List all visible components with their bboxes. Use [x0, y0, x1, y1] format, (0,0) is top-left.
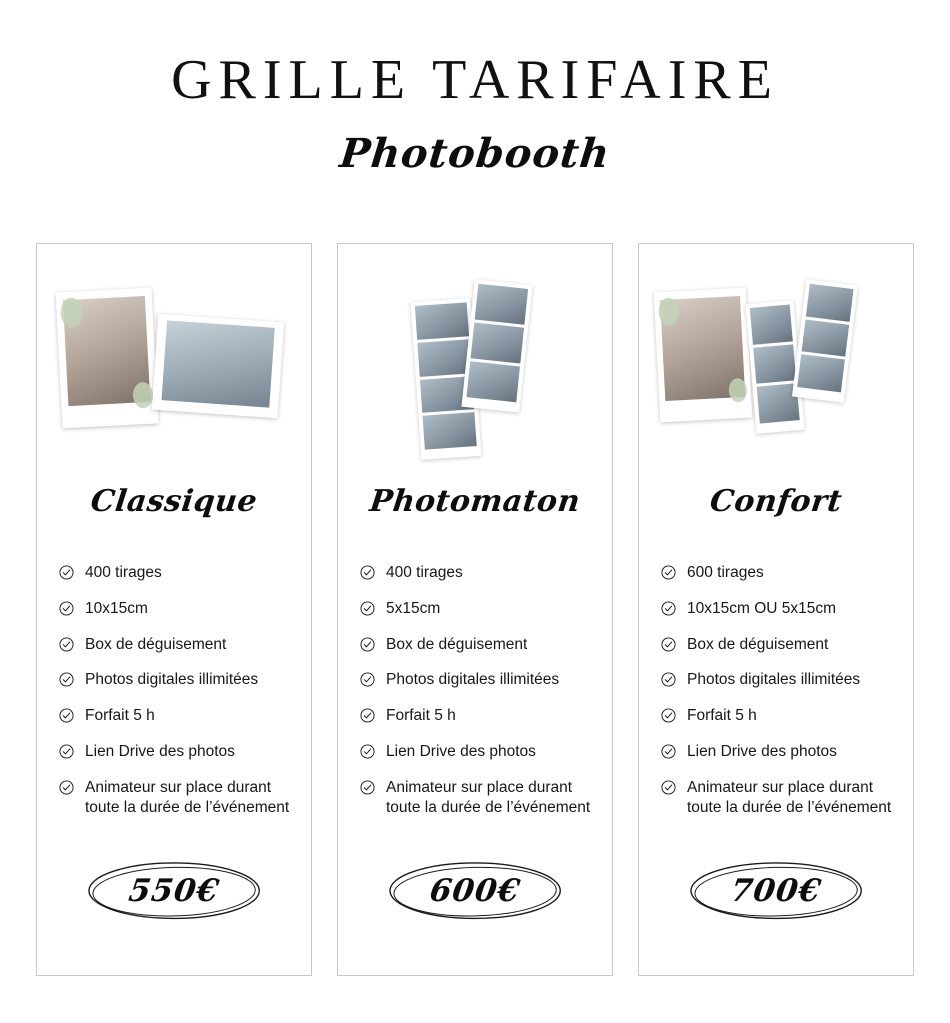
check-circle-icon: [661, 744, 676, 759]
photo-image: [753, 344, 796, 384]
check-circle-icon: [661, 601, 676, 616]
list-item: [661, 778, 897, 818]
feature-text: Forfait 5 h: [386, 707, 456, 725]
feature-text: Animateur sur place durant toute la durée de l’événement: [386, 778, 591, 816]
photo-strip: [792, 279, 858, 402]
pricing-card-confort[interactable]: [638, 243, 914, 976]
list-item: [661, 563, 897, 583]
photo-image: [423, 412, 477, 449]
photo-image: [415, 302, 469, 339]
price-value: 550€: [126, 873, 222, 909]
list-item: [661, 670, 897, 690]
photo-image: [750, 304, 793, 344]
photo-image: [797, 355, 845, 393]
list-item: [59, 563, 295, 583]
feature-text: Photos digitales illimitées: [85, 671, 259, 689]
list-item: [59, 635, 295, 655]
list-item: [360, 742, 596, 762]
check-circle-icon: [661, 565, 676, 580]
photo-polaroid-portrait: [654, 288, 753, 423]
list-item: [360, 778, 596, 818]
feature-text: Animateur sur place durant toute la durée de l’événement: [687, 778, 892, 816]
check-circle-icon: [59, 744, 74, 759]
feature-text: 10x15cm OU 5x15cm: [687, 599, 837, 617]
price-value: 700€: [728, 873, 824, 909]
photo-strip: [461, 279, 532, 412]
feature-text: Lien Drive des photos: [386, 743, 536, 761]
feature-text: Lien Drive des photos: [687, 743, 837, 761]
check-circle-icon: [661, 637, 676, 652]
feature-text: Forfait 5 h: [687, 707, 757, 725]
page-header: [0, 0, 950, 177]
price-section: [37, 859, 311, 923]
check-circle-icon: [360, 601, 375, 616]
feature-text: 400 tirages: [85, 564, 162, 581]
feature-text: Animateur sur place durant toute la durée de l’événement: [85, 778, 290, 816]
feature-list: [639, 563, 913, 818]
feature-text: Photos digitales illimitées: [687, 671, 861, 689]
check-circle-icon: [59, 672, 74, 687]
list-item: [360, 635, 596, 655]
plan-name: Confort: [707, 484, 845, 519]
list-item: [360, 599, 596, 619]
list-item: [661, 635, 897, 655]
pricing-card-photomaton[interactable]: [337, 243, 613, 976]
photo-image: [471, 323, 524, 364]
photo-polaroid-landscape: [152, 314, 284, 419]
feature-text: Lien Drive des photos: [85, 743, 235, 761]
page-subtitle: Photobooth: [337, 130, 613, 177]
feature-list: [338, 563, 612, 818]
list-item: [661, 706, 897, 726]
check-circle-icon: [360, 565, 375, 580]
price-badge: [687, 859, 865, 923]
page-title: GRILLE TARIFAIRE: [171, 49, 779, 111]
pricing-cards-row: [0, 243, 950, 976]
photo-collage: [338, 260, 612, 470]
photo-collage: [37, 260, 311, 470]
check-circle-icon: [59, 637, 74, 652]
photo-collage: [639, 260, 913, 470]
list-item: [59, 670, 295, 690]
photo-polaroid-portrait: [56, 288, 159, 429]
list-item: [59, 742, 295, 762]
list-item: [59, 778, 295, 818]
feature-text: Box de déguisement: [386, 635, 528, 653]
photo-image: [475, 284, 528, 325]
price-value: 600€: [427, 873, 523, 909]
feature-text: 600 tirages: [687, 564, 764, 581]
leaf-decoration-icon: [132, 382, 153, 409]
list-item: [59, 599, 295, 619]
photo-image: [161, 320, 275, 408]
list-item: [661, 742, 897, 762]
list-item: [59, 706, 295, 726]
check-circle-icon: [59, 565, 74, 580]
check-circle-icon: [661, 708, 676, 723]
feature-text: Photos digitales illimitées: [386, 671, 560, 689]
feature-list: [37, 563, 311, 818]
feature-text: Box de déguisement: [85, 635, 227, 653]
check-circle-icon: [59, 780, 74, 795]
check-circle-icon: [59, 601, 74, 616]
list-item: [360, 563, 596, 583]
photo-image: [806, 284, 854, 322]
plan-name: Photomaton: [367, 484, 583, 519]
check-circle-icon: [360, 780, 375, 795]
photo-image: [417, 339, 471, 376]
check-circle-icon: [360, 672, 375, 687]
feature-text: 400 tirages: [386, 564, 463, 581]
check-circle-icon: [360, 637, 375, 652]
photo-image: [466, 361, 519, 402]
check-circle-icon: [661, 780, 676, 795]
check-circle-icon: [360, 708, 375, 723]
list-item: [661, 599, 897, 619]
feature-text: Forfait 5 h: [85, 707, 155, 725]
price-badge: [85, 859, 263, 923]
list-item: [360, 706, 596, 726]
check-circle-icon: [360, 744, 375, 759]
check-circle-icon: [661, 672, 676, 687]
photo-image: [802, 319, 850, 357]
price-section: [639, 859, 913, 923]
list-item: [360, 670, 596, 690]
feature-text: Box de déguisement: [687, 635, 829, 653]
feature-text: 5x15cm: [386, 599, 441, 617]
feature-text: 10x15cm: [85, 599, 148, 617]
pricing-card-classique[interactable]: [36, 243, 312, 976]
plan-name: Classique: [88, 484, 260, 519]
price-section: [338, 859, 612, 923]
price-badge: [386, 859, 564, 923]
leaf-decoration-icon: [728, 378, 747, 403]
check-circle-icon: [59, 708, 74, 723]
